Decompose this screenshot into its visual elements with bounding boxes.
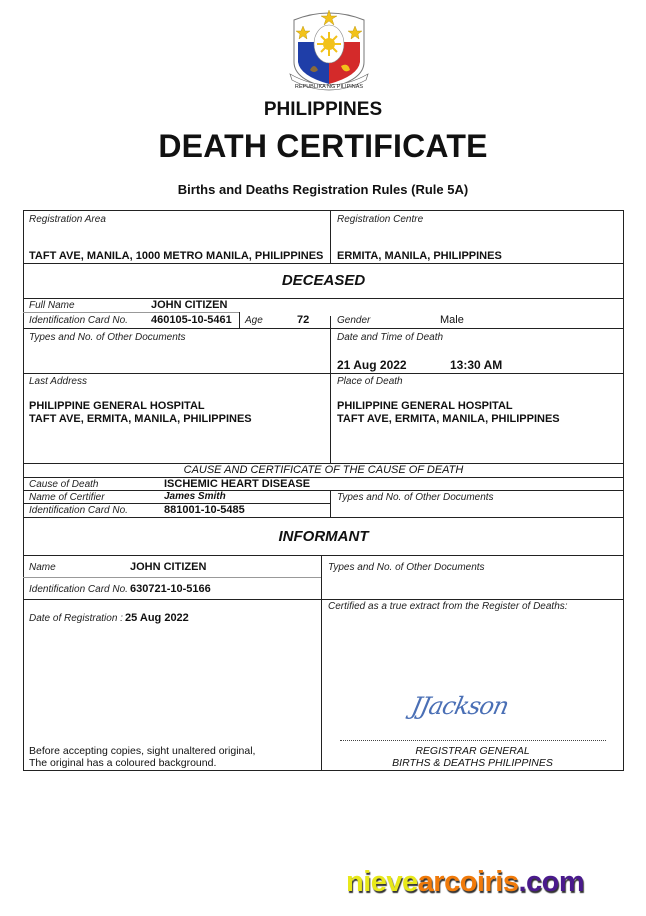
date-of-death-value: 21 Aug 2022 (337, 358, 407, 372)
deceased-id-value: 460105-10-5461 (151, 314, 232, 326)
certified-extract-label: Certified as a true extract from the Register of Deaths: (328, 601, 568, 612)
signature-line (340, 740, 606, 741)
registration-date-label: Date of Registration : (29, 613, 123, 624)
registration-area-value: TAFT AVE, MANILA, 1000 METRO MANILA, PHILIPPINES (29, 250, 324, 262)
cause-of-death-value: ISCHEMIC HEART DISEASE (164, 478, 311, 490)
age-value: 72 (297, 314, 310, 326)
registrar-signature: JJackson (409, 692, 511, 720)
age-label: Age (245, 315, 263, 326)
registration-centre-label: Registration Centre (337, 214, 424, 225)
place-of-death-label: Place of Death (337, 376, 403, 387)
watermark-part-3: .com (518, 866, 585, 898)
divider (330, 316, 331, 463)
registration-date-value: 25 Aug 2022 (125, 612, 189, 624)
certifier-name-value: James Smith (164, 491, 226, 502)
informant-id-label: Identification Card No. (29, 584, 128, 595)
philippine-coat-of-arms (286, 4, 372, 94)
informant-name-value: JOHN CITIZEN (130, 561, 207, 573)
last-address-line1: PHILIPPINE GENERAL HOSPITAL (29, 400, 205, 412)
watermark-part-1: nieve (346, 866, 418, 898)
document-title: DEATH CERTIFICATE (158, 128, 488, 164)
divider (23, 477, 624, 478)
divider (23, 490, 624, 491)
watermark-part-2: arcoiris (417, 866, 519, 898)
cause-of-death-label: Cause of Death (29, 479, 99, 490)
watermark (346, 866, 584, 899)
certifier-other-documents-label: Types and No. of Other Documents (337, 492, 494, 503)
divider (330, 490, 331, 517)
certifier-name-label: Name of Certifier (29, 492, 105, 503)
divider (23, 599, 624, 600)
divider (23, 373, 624, 374)
deceased-id-label: Identification Card No. (29, 315, 128, 326)
divider (23, 328, 624, 329)
divider (330, 210, 331, 263)
certifier-id-label: Identification Card No. (29, 505, 128, 516)
time-of-death-value: 13:30 AM (450, 358, 503, 372)
full-name-label: Full Name (29, 300, 75, 311)
informant-other-documents-label: Types and No. of Other Documents (328, 562, 485, 573)
full-name-value: JOHN CITIZEN (151, 299, 228, 311)
section-cause-of-death: CAUSE AND CERTIFICATE OF THE CAUSE OF DEATH (183, 464, 464, 476)
registration-centre-value: ERMITA, MANILA, PHILIPPINES (337, 250, 502, 262)
divider (23, 312, 239, 313)
informant-name-label: Name (29, 562, 56, 573)
divider (23, 517, 624, 518)
divider (23, 555, 624, 556)
notice-line-2: The original has a coloured background. (29, 757, 217, 769)
certifier-id-value: 881001-10-5485 (164, 504, 245, 516)
svg-text:REPUBLIKA NG PILIPINAS: REPUBLIKA NG PILIPINAS (294, 84, 364, 90)
divider (23, 298, 624, 299)
divider (23, 263, 624, 264)
place-of-death-line1: PHILIPPINE GENERAL HOSPITAL (337, 400, 513, 412)
date-time-of-death-label: Date and Time of Death (337, 332, 444, 343)
other-documents-label: Types and No. of Other Documents (29, 332, 186, 343)
notice-line-1: Before accepting copies, sight unaltered original, (29, 745, 256, 757)
section-deceased: DECEASED (281, 272, 366, 289)
country-heading: PHILIPPINES (263, 99, 383, 120)
place-of-death-line2: TAFT AVE, ERMITA, MANILA, PHILIPPINES (337, 413, 560, 425)
registrar-title-line-1: REGISTRAR GENERAL (415, 745, 530, 757)
divider (239, 312, 240, 328)
gender-label: Gender (337, 315, 371, 326)
last-address-label: Last Address (29, 376, 87, 387)
registration-area-label: Registration Area (29, 214, 106, 225)
document-subtitle: Births and Deaths Registration Rules (Rule 5A) (177, 182, 469, 197)
last-address-line2: TAFT AVE, ERMITA, MANILA, PHILIPPINES (29, 413, 252, 425)
gender-value: Male (440, 314, 464, 326)
registrar-title-line-2: BIRTHS & DEATHS PHILIPPINES (392, 757, 553, 769)
informant-id-value: 630721-10-5166 (130, 583, 211, 595)
divider (23, 577, 321, 578)
section-informant: INFORMANT (278, 528, 369, 545)
divider (321, 555, 322, 771)
